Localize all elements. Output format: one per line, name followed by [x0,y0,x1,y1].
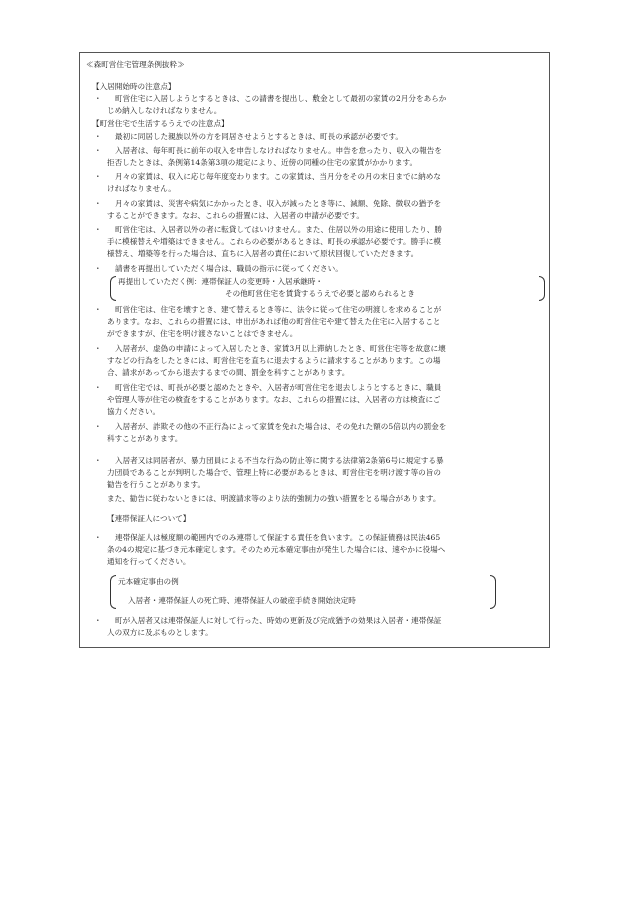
text-line: 科すことがあります。 [107,434,183,443]
text-line: 手に模様替えや増築はできません。これらの必要があるときは、町長の承認が必要です。勝手に模 [107,237,441,246]
bullet: ・ [94,533,102,542]
bullet: ・ [94,456,102,465]
bullet: ・ [94,132,102,141]
text-line: ができますが、住宅を明け渡さないことはできません。 [107,329,298,338]
text-line: 勧告を行うことがあります。 [107,480,206,489]
text-line: 町営住宅に入居しようとするときは、この請書を提出し、敷金として最初の家賃の2月分をあらか [115,94,447,103]
text-line: ければなりません。 [107,184,176,193]
bullet: ・ [94,422,102,431]
text-line: 入居者は、毎年町長に前年の収入を申告しなければなりません。申告を怠ったり、収入の報告を [115,146,442,155]
text-line: 様替え、増築等を行った場合は、直ちに入居者の責任において原状回復していただきます。 [107,249,419,258]
text-line: 拒否したときは、条例第14条第3項の規定により、近傍の同種の住宅の家賃がかかります。 [107,158,418,167]
text-line: や管理人等が住宅の検査をすることがあります。なお、これらの措置には、入居者の方は検査にご [107,395,441,404]
text-line: 入居者が、詐欺その他の不正行為によって家賃を免れた場合は、その免れた額の5倍以内の罰金を [115,422,447,431]
bracket-left [110,276,116,301]
text-line: 人の双方に及ぶものとします。 [107,628,213,637]
bullet: ・ [94,383,102,392]
bullet: ・ [94,264,102,273]
bracket-right [490,575,496,609]
text-line: 町が入居者又は連帯保証人に対して行った、時効の更新及び完成猶予の効果は入居者・連帯保証 [115,616,442,625]
text-line: また、勧告に従わないときには、明渡請求等のより法的強制力の強い措置をとる場合があります。 [107,494,441,503]
text-line: すなどの行為をしたときには、町営住宅を直ちに退去するように請求することがあります。この場 [107,356,441,365]
document-title: ≪森町営住宅管理条例抜粋≫ [86,60,185,69]
text-line: 月々の家賃は、収入に応じ毎年度変わります。この家賃は、当月分をその月の末日までに納めな [115,172,441,181]
document-frame [79,52,550,648]
bracket-right [539,276,545,301]
text-line: その他町営住宅を賃貸するうえで必要と認められるとき [225,289,415,298]
text-line: 入居者・連帯保証人の死亡時、連帯保証人の破産手続き開始決定時 [128,596,356,605]
text-line: 請書を再提出していただく場合は、職員の指示に従ってください。 [115,264,343,273]
text-line: 入居者又は同居者が、暴力団員による不当な行為の防止等に関する法律第2条第6号に規定する暴 [115,456,444,465]
text-line: 最初に同居した親族以外の方を同居させようとするときは、町長の承認が必要です。 [115,132,403,141]
text-line: することができます。なお、これらの措置には、入居者の申請が必要です。 [107,211,364,220]
bullet: ・ [94,94,102,103]
text-line: 元本確定事由の例 [118,577,179,586]
text-line: 町営住宅では、町長が必要と認めたときや、入居者が町営住宅を退去しようとするときに、職員 [115,383,442,392]
bullet: ・ [94,199,102,208]
bullet: ・ [94,172,102,181]
bullet: ・ [94,146,102,155]
bullet: ・ [94,305,102,314]
text-line: 町営住宅は、住宅を壊すとき、建て替えるとき等に、法令に従って住宅の明渡しを求めることが [115,305,442,314]
section-heading-guarantor: 【連帯保証人について】 [107,514,191,523]
section-heading-living: 【町営住宅で生活するうえでの注意点】 [92,119,229,128]
text-line: じめ納入しなければなりません。 [107,106,222,115]
text-line: 月々の家賃は、災害や病気にかかったとき、収入が減ったとき等に、減額、免除、徴収の猶予を [115,199,442,208]
bullet: ・ [94,616,102,625]
text-line: 条の4の規定に基づき元本確定します。そのため元本確定事由が発生した場合には、速やかに役場へ [107,545,446,554]
text-line: 協力ください。 [107,407,161,416]
text-line: 入居者が、虚偽の申請によって入居したとき、家賃3月以上滞納したとき、町営住宅等を故意に壊 [115,344,446,353]
text-line: 連帯保証人は極度額の範囲内でのみ連帯して保証する責任を負います。この保証債務は民法465 [115,533,441,542]
text-line: 通知を行ってください。 [107,557,191,566]
text-line: あります。なお、これらの措置には、申出があれば他の町営住宅や建て替えた住宅に入居すること [107,317,441,326]
section-heading-move-in: 【入居開始時の注意点】 [92,82,176,91]
text-line: 再提出していただく例：連帯保証人の変更時・入居承継時・ [118,277,324,286]
text-line: 合、請求があってから退去するまでの間、罰金を科すことがあります。 [107,368,350,377]
bullet: ・ [94,344,102,353]
bullet: ・ [94,225,102,234]
text-line: 町営住宅は、入居者以外の者に転貸してはいけません。また、住居以外の用途に使用したり、勝 [115,225,442,234]
text-line: 力団員であることが判明した場合で、管理上特に必要があるときは、町営住宅を明け渡す等の旨の [107,468,441,477]
bracket-left [110,575,116,609]
